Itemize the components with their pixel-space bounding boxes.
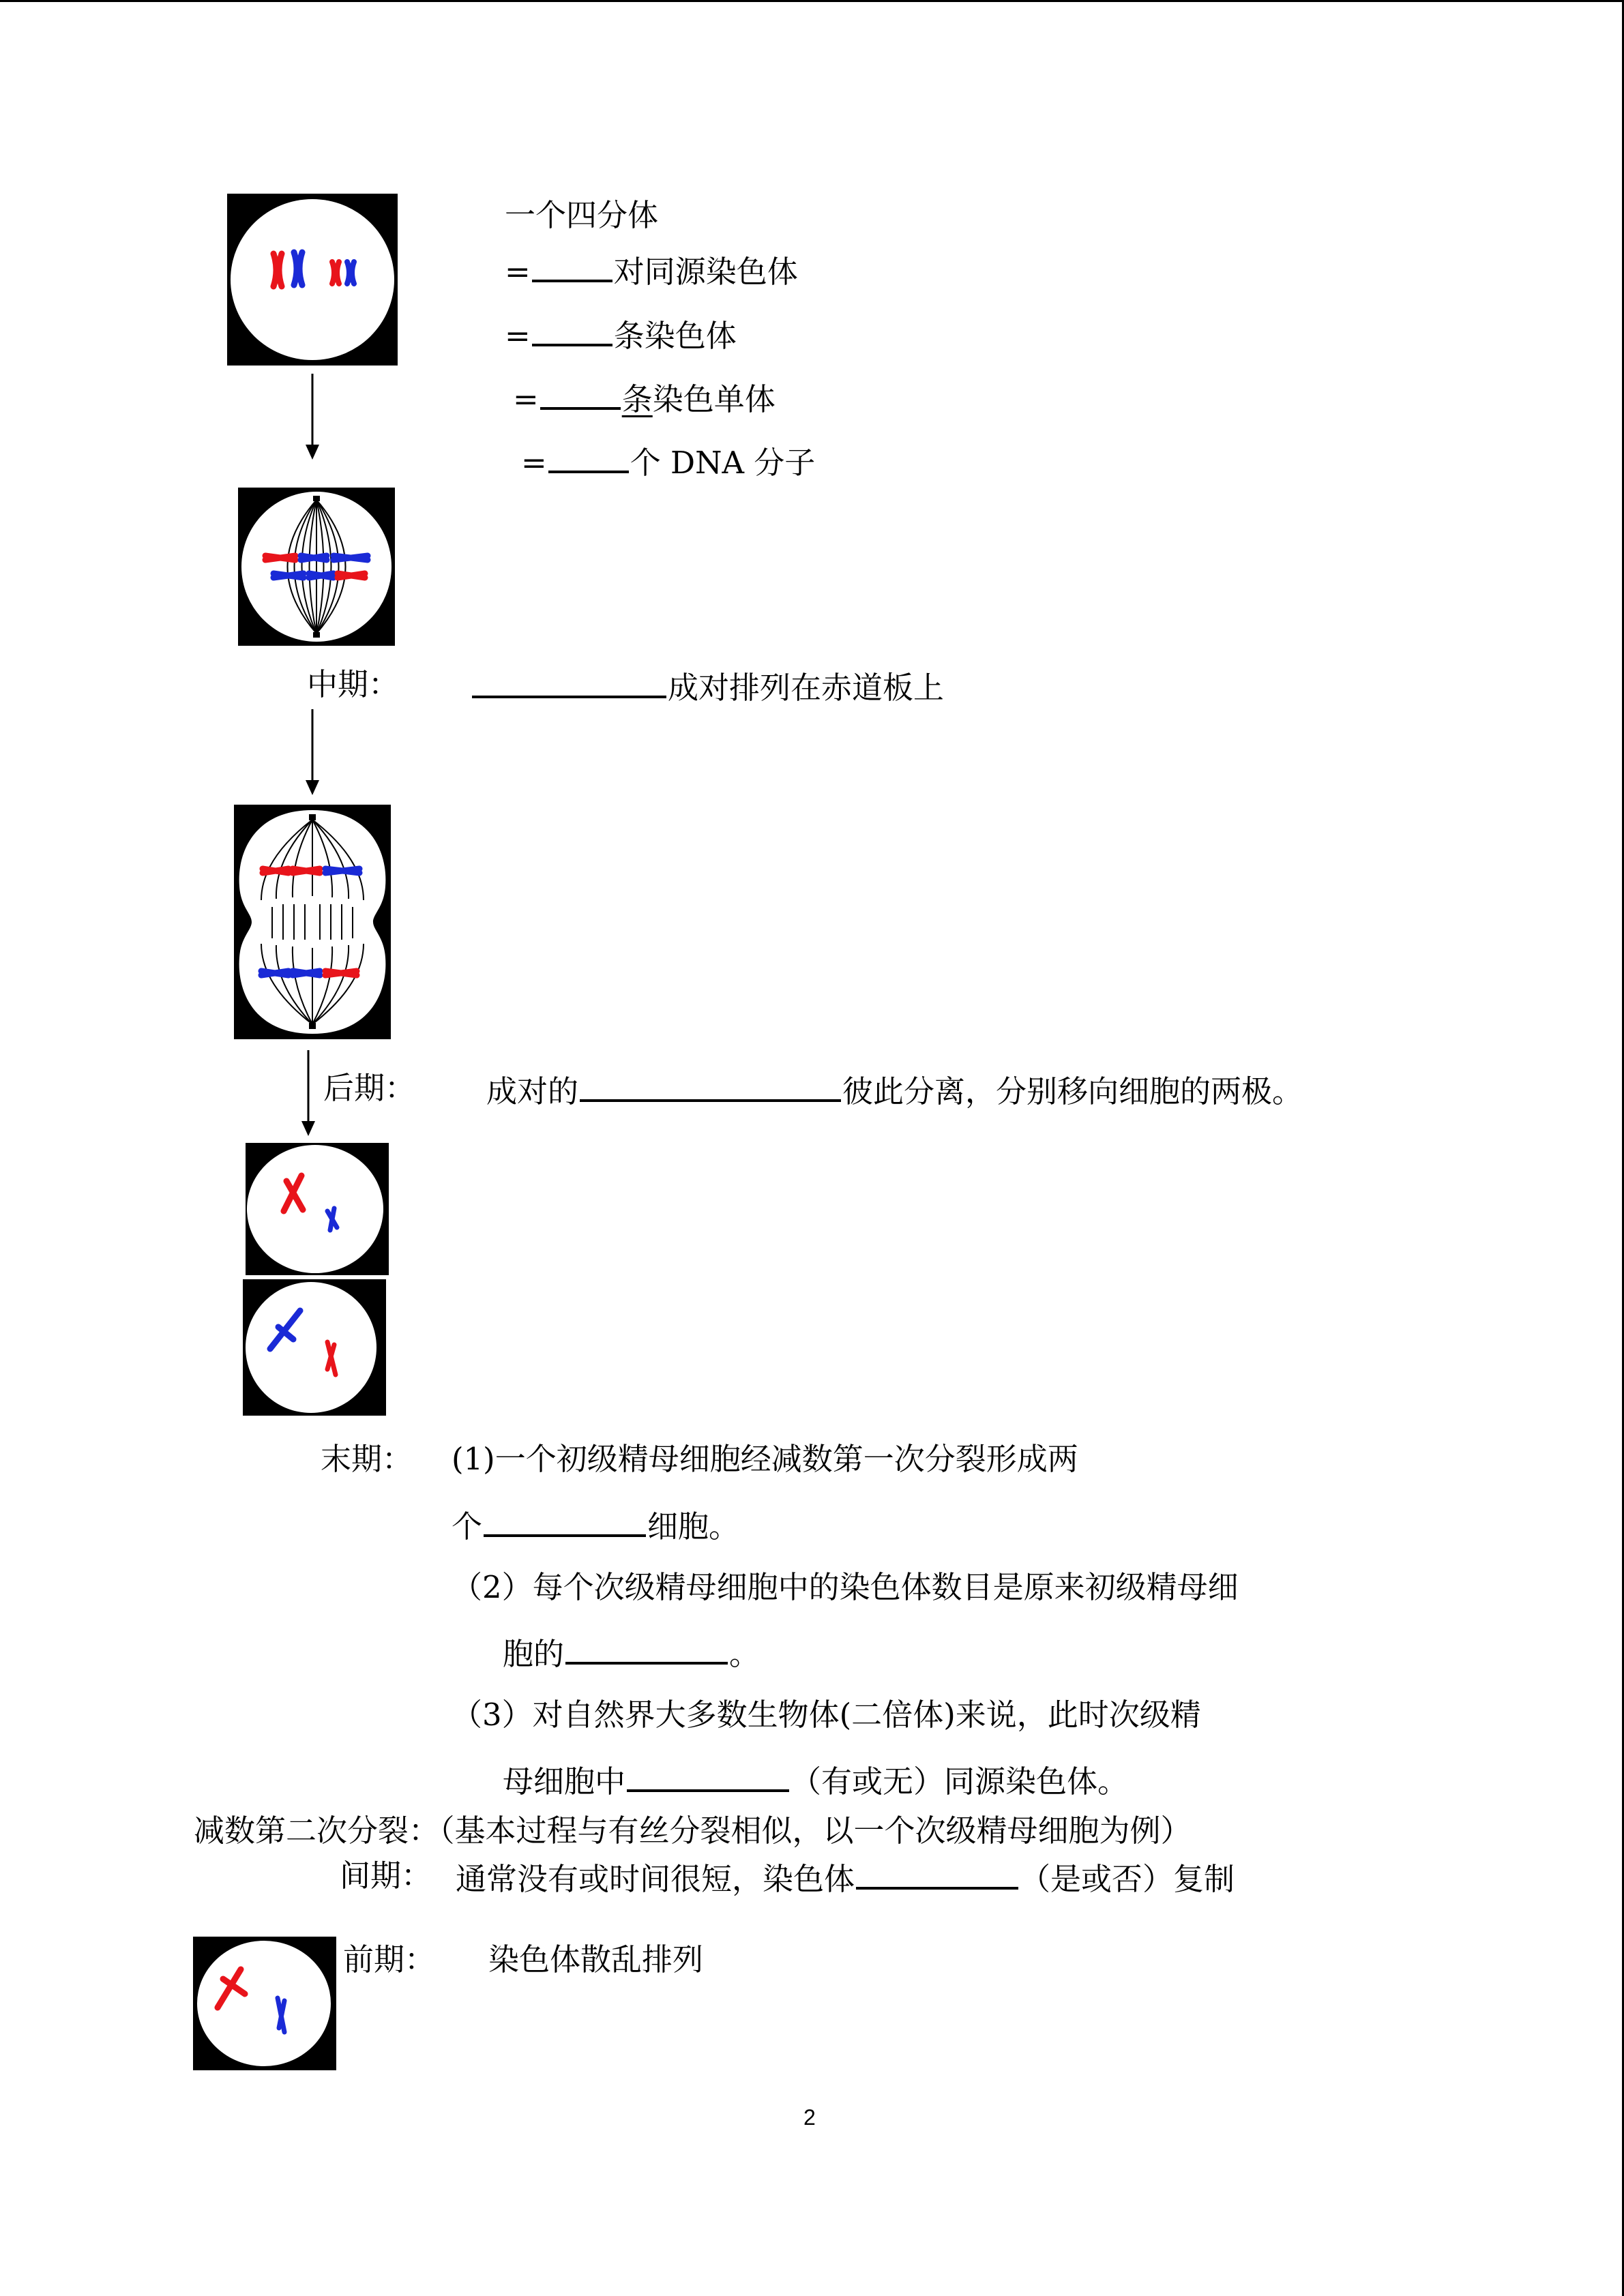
blank-dna-molecules[interactable] [548,441,629,473]
telophase1-item1b-pre: 个 [452,1508,483,1545]
blank-chromosomes[interactable] [532,314,612,346]
page-number: 2 [803,2105,816,2130]
tetrad-line3-pre: = [513,381,539,417]
metaphase1-text: 成对排列在赤道板上 [668,670,945,706]
telophase1-item3a: （3）对自然界大多数生物体(二倍体)来说，此时次级精 [452,1697,1201,1733]
blank-metaphase1[interactable] [472,666,666,698]
arrow-down-1 [304,374,321,464]
blank-telophase1-ratio[interactable] [565,1632,728,1665]
telophase1-item1b-post: 细胞。 [647,1508,740,1545]
blank-telophase1-homologs[interactable] [627,1759,789,1792]
telophase1-item3b [503,1759,1128,1801]
anaphase1-post: 彼此分离，分别移向细胞的两极。 [842,1073,1303,1109]
telophase1-cell-bottom-figure [243,1279,386,1416]
page-border-top [0,0,1624,2]
anaphase1-label: 后期： [323,1070,416,1106]
meiosis2-interphase-sentence [456,1857,1235,1898]
tetrad-line-dna [521,441,815,482]
tetrad-line4-pre: = [521,445,547,481]
tetrad-line-chromosomes [505,314,737,355]
tetrad-line-homolog-pairs [505,250,798,291]
anaphase1-pre: 成对的 [486,1073,579,1109]
blank-chromatids[interactable] [540,377,621,410]
telophase1-item2b-post: 。 [729,1636,761,1672]
metaphase1-label: 中期： [307,666,400,702]
meiosis2-prophase-text: 染色体散乱排列 [488,1941,704,1978]
tetrad-line-chromatids [513,377,776,419]
telophase1-item3b-pre: 母细胞中 [503,1763,626,1800]
blank-telophase1-cell-type[interactable] [484,1504,646,1537]
arrow-down-2 [304,709,321,799]
telophase1-item2b [503,1632,760,1673]
blank-anaphase1[interactable] [580,1069,841,1102]
meiosis2-heading: 减数第二次分裂：（基本过程与有丝分裂相似，以一个次级精母细胞为例） [194,1813,1192,1849]
arrow-down-3 [300,1050,316,1140]
anaphase1-cell-figure [234,805,391,1039]
telophase1-item1b [452,1504,739,1546]
anaphase1-sentence [486,1069,1303,1111]
telophase1-item2a: （2）每个次级精母细胞中的染色体数目是原来初级精母细 [452,1569,1239,1605]
metaphase1-sentence [471,666,944,707]
meiosis2-prophase-label: 前期： [343,1941,436,1978]
tetrad-line1-pre: = [505,254,531,290]
telophase1-item1a: (1)一个初级精母细胞经减数第一次分裂形成两 [452,1441,1078,1477]
blank-homolog-pairs[interactable] [532,250,612,282]
telophase1-cell-top-figure [246,1143,389,1275]
tetrad-line4-post: 个 DNA 分子 [630,445,816,481]
telophase1-label: 末期： [321,1441,413,1477]
tetrad-line2-post: 条染色体 [613,318,737,354]
metaphase1-cell-figure [238,488,395,646]
meiosis2-interphase-post: （是或否）复制 [1020,1861,1235,1897]
tetrad-line3-post: 染色单体 [652,381,776,417]
telophase1-item3b-post: （有或无）同源染色体。 [791,1763,1129,1800]
tetrad-line3-underlined: 条 [621,381,653,417]
meiosis2-interphase-pre: 通常没有或时间很短，染色体 [456,1861,855,1897]
tetrad-cell-figure [227,194,398,366]
meiosis2-prophase-cell-figure [193,1937,336,2070]
telophase1-item2b-pre: 胞的 [503,1636,565,1672]
tetrad-line1-post: 对同源染色体 [613,254,798,290]
blank-meiosis2-replication[interactable] [856,1857,1018,1890]
tetrad-title: 一个四分体 [505,197,659,233]
tetrad-line2-pre: = [505,318,531,354]
meiosis2-interphase-label: 间期： [340,1858,432,1894]
